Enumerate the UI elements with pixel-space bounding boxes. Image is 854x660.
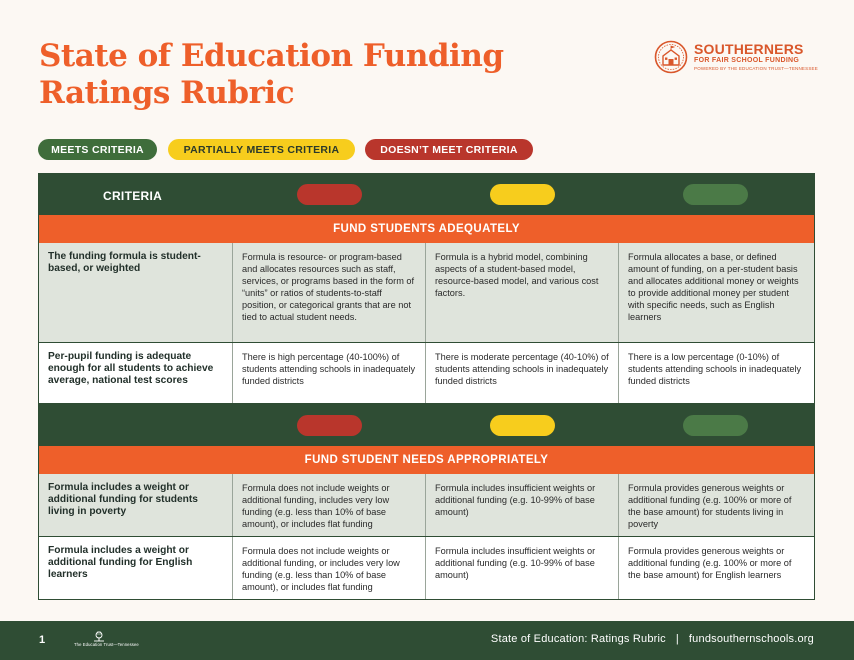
logo-tagline: FOR FAIR SCHOOL FUNDING bbox=[694, 57, 800, 64]
website-link[interactable]: fundsouthernschools.org bbox=[688, 633, 814, 645]
page-number: 1 bbox=[39, 634, 46, 646]
page-title: State of Education Funding Ratings Rubric bbox=[39, 38, 504, 111]
table-row bbox=[39, 243, 814, 343]
doesnt-meet-cell: There is high percentage (40-100%) of students attending schools in inadequately funded districts bbox=[233, 343, 426, 403]
rating-green-pill bbox=[683, 184, 748, 205]
schoolhouse-icon bbox=[654, 40, 688, 74]
legend-doesnt-meet-criteria: DOESN’T MEET CRITERIA bbox=[365, 139, 533, 160]
doesnt-meet-cell: Formula does not include weights or additional funding, includes very low funding (e.g. less than 10% of base amount), or includes flat funding bbox=[233, 474, 426, 536]
table-row bbox=[39, 537, 814, 600]
rating-red-pill bbox=[297, 184, 362, 205]
southerners-logo[interactable] bbox=[654, 38, 824, 78]
table-row bbox=[39, 343, 814, 404]
meets-cell: Formula provides generous weights or additional funding (e.g. 100% or more of the base amount) for English learners bbox=[628, 546, 792, 580]
rating-band bbox=[39, 404, 814, 446]
meets-cell: Formula provides generous weights or additional funding (e.g. 100% or more of the base amount) for students living in poverty bbox=[628, 483, 792, 529]
logo-name: SOUTHERNERS bbox=[694, 41, 804, 57]
rating-yellow-pill bbox=[490, 184, 555, 205]
rating-red-pill bbox=[297, 415, 362, 436]
criterion-cell: Per-pupil funding is adequate enough for all students to achieve average, national test scores bbox=[39, 343, 233, 403]
partially-meets-cell: Formula includes insufficient weights or additional funding (e.g. 10-99% of base amount) bbox=[426, 537, 619, 600]
criterion-cell: Formula includes a weight or additional funding for English learners bbox=[39, 537, 233, 600]
table-row bbox=[39, 474, 814, 537]
section-fund-student-needs: FUND STUDENT NEEDS APPROPRIATELY bbox=[39, 446, 814, 474]
partially-meets-cell: Formula is a hybrid model, combining aspects of a student-based model, resource-based model, and various cost factors. bbox=[426, 243, 619, 342]
doesnt-meet-cell: Formula is resource- or program-based and allocates resources such as staff, services, or programs based in the form of “units” or ratios of students-to-staff position, or categorical grants that are not tied to actual student needs. bbox=[233, 243, 426, 342]
rating-green-pill bbox=[683, 415, 748, 436]
footer-separator: | bbox=[675, 633, 679, 645]
legend-partially-meets-criteria: PARTIALLY MEETS CRITERIA bbox=[168, 139, 355, 160]
partially-meets-cell: There is moderate percentage (40-10%) of students attending schools in inadequately funded districts bbox=[426, 343, 619, 403]
doesnt-meet-cell: Formula does not include weights or additional funding, or includes very low funding (e.g. less than 10% of base amount), or includes flat funding bbox=[233, 537, 426, 600]
rating-yellow-pill bbox=[490, 415, 555, 436]
section-fund-students-adequately: FUND STUDENTS ADEQUATELY bbox=[39, 215, 814, 243]
criteria-header: CRITERIA bbox=[103, 189, 163, 203]
education-trust-logo-icon bbox=[72, 630, 132, 652]
legend-meets-criteria: MEETS CRITERIA bbox=[38, 139, 157, 160]
table-header-band bbox=[39, 173, 814, 215]
footer-right bbox=[491, 633, 814, 645]
education-trust-logo-text: The Education Trust—Tennessee bbox=[74, 642, 139, 647]
footer bbox=[0, 621, 854, 660]
partially-meets-cell: Formula includes insufficient weights or additional funding (e.g. 10-99% of base amount) bbox=[426, 474, 619, 536]
logo-powered-by: POWERED BY THE EDUCATION TRUST—TENNESSEE bbox=[694, 66, 818, 71]
criterion-cell: The funding formula is student-based, or weighted bbox=[39, 243, 233, 342]
document-title: State of Education: Ratings Rubric bbox=[490, 633, 666, 645]
meets-cell: There is a low percentage (0-10%) of students attending schools in inadequately funded districts bbox=[628, 352, 802, 386]
criterion-cell: Formula includes a weight or additional funding for students living in poverty bbox=[39, 474, 233, 536]
meets-cell: Formula allocates a base, or defined amount of funding, on a per-student basis and allocates additional money or weights to provide additional money per student with specific needs, such as English learners bbox=[628, 252, 799, 322]
